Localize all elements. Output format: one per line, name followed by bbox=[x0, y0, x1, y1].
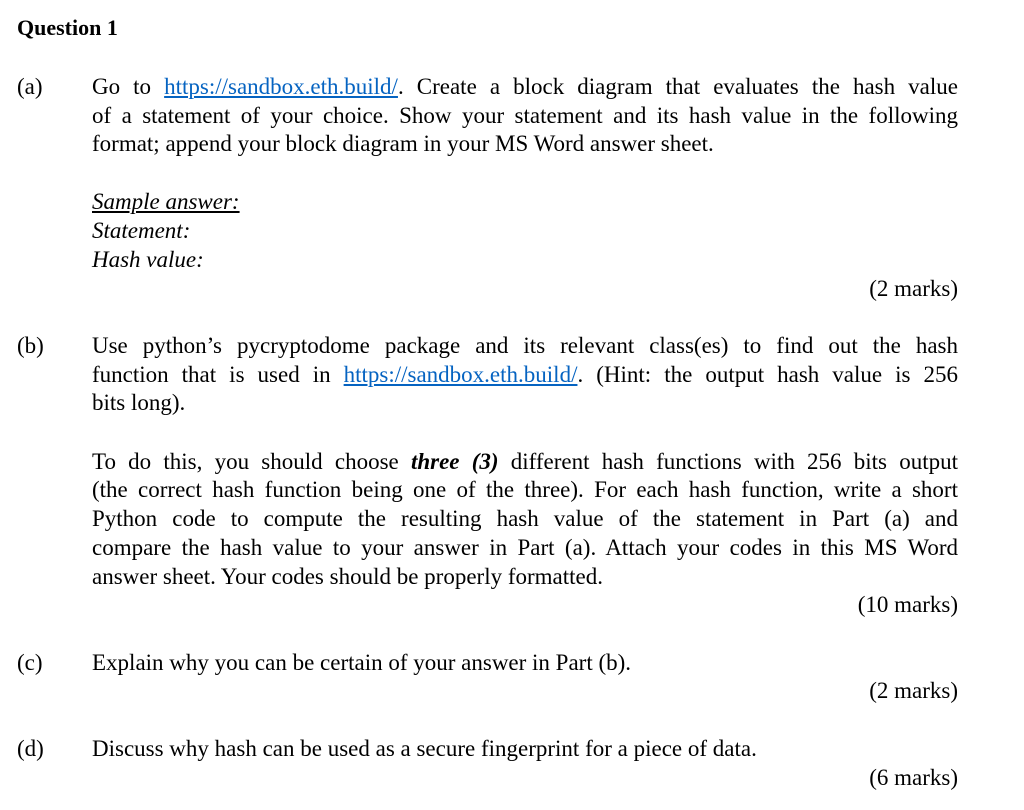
hash-value-label bbox=[92, 245, 204, 274]
question-title: Question 1 bbox=[17, 15, 118, 40]
part-d-marks: (6 marks) bbox=[869, 765, 958, 790]
part-a-line-3: format; append your block diagram in your MS Word answer sheet. bbox=[92, 131, 714, 156]
text: Sample answer: bbox=[92, 189, 240, 214]
part-a-marks: (2 marks) bbox=[869, 276, 958, 301]
part-a-label: (a) bbox=[17, 74, 43, 99]
part-b-p2-line-5: answer sheet. Your codes should be properly formatted. bbox=[92, 564, 603, 589]
part-b-line-2 bbox=[92, 360, 958, 389]
part-c-marks: (2 marks) bbox=[869, 678, 958, 703]
part-b-p2-line-4: compare the hash value to your answer in Part (a). Attach your codes in this MS Word bbox=[92, 535, 958, 560]
part-d-label: (d) bbox=[17, 736, 44, 761]
part-a-line-2: of a statement of your choice. Show your statement and its hash value in the following bbox=[92, 103, 958, 128]
part-a-line-1 bbox=[92, 72, 958, 101]
part-b-line-3: bits long). bbox=[92, 390, 186, 415]
text: different hash functions with 256 bits output bbox=[498, 449, 958, 474]
emphasis: three (3) bbox=[410, 449, 499, 474]
text: Go to bbox=[92, 74, 165, 99]
sandbox-link[interactable]: https://sandbox.eth.build/ bbox=[164, 74, 398, 99]
text: . Create a block diagram that evaluates the hash value bbox=[397, 74, 958, 99]
sandbox-link[interactable]: https://sandbox.eth.build/ bbox=[343, 362, 578, 387]
part-b-line-1: Use python’s pycryptodome package and its relevant class(es) to find out the hash bbox=[92, 333, 958, 358]
text: To do this, you should choose bbox=[92, 449, 411, 474]
part-c-label: (c) bbox=[17, 650, 43, 675]
text: Hash value: bbox=[92, 247, 204, 272]
part-b-p2-line-2: (the correct hash function being one of the three). For each hash function, write a short bbox=[92, 477, 958, 502]
part-d-line-1: Discuss why hash can be used as a secure fingerprint for a piece of data. bbox=[92, 736, 757, 761]
sample-answer-heading bbox=[92, 187, 240, 216]
part-b-p2-line-3: Python code to compute the resulting hash value of the statement in Part (a) and bbox=[92, 506, 958, 531]
statement-label bbox=[92, 216, 190, 245]
part-b-marks: (10 marks) bbox=[857, 592, 958, 617]
part-c-line-1: Explain why you can be certain of your answer in Part (b). bbox=[92, 650, 632, 675]
text: . (Hint: the output hash value is 256 bbox=[577, 362, 958, 387]
text: function that is used in bbox=[92, 362, 344, 387]
text: Statement: bbox=[92, 218, 191, 243]
part-b-p2-line-1 bbox=[92, 447, 958, 476]
part-b-label: (b) bbox=[17, 333, 44, 358]
